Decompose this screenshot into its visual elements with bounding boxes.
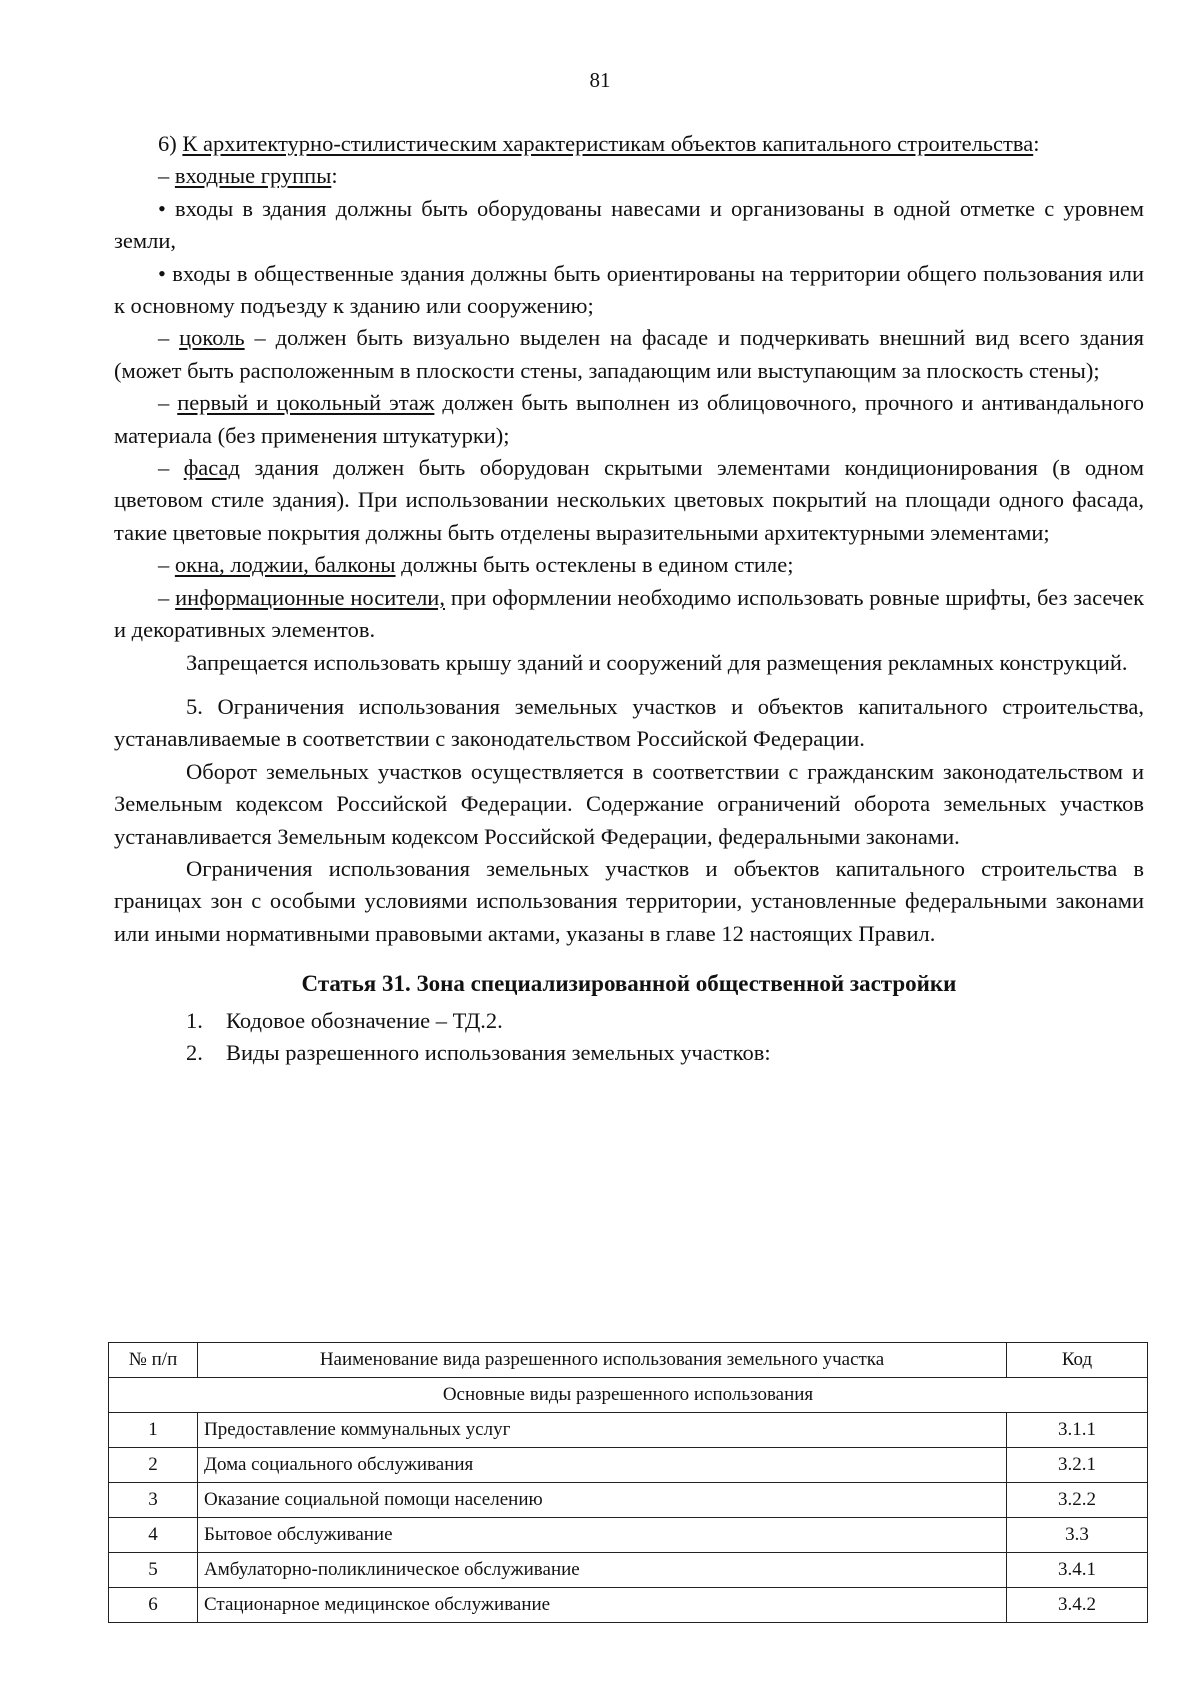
permitted-uses-table xyxy=(108,1342,1148,1623)
architectural-title: К архитектурно-стилистическим характеристикам объектов капитального строительства xyxy=(182,131,1034,156)
row-number: 3 xyxy=(109,1483,198,1518)
list-first-floor: – первый и цокольный этаж должен быть выполнен из облицовочного, прочного и антивандального материала (без применения штукатурки); xyxy=(114,390,1144,448)
header-name: Наименование вида разрешенного использования земельного участка xyxy=(198,1343,1007,1378)
row-name: Стационарное медицинское обслуживание xyxy=(198,1588,1007,1623)
table-group-row xyxy=(109,1378,1148,1413)
list-info-carriers: – информационные носители, при оформлении необходимо использовать ровные шрифты, без засечек и декоративных элементов. xyxy=(114,584,1144,643)
row-code: 3.2.2 xyxy=(1007,1483,1148,1518)
row-number: 1 xyxy=(109,1413,198,1448)
row-name: Амбулаторно-поликлиническое обслуживание xyxy=(198,1553,1007,1588)
paragraph-restrictions-heading: 5. Ограничения использования земельных участков и объектов капитального строительства, устанавливаемые в соответствии с законодательством Российской Федерации. xyxy=(114,693,1144,752)
list-entry-groups: – входные группы: xyxy=(158,163,338,189)
first-floor-title: первый и цокольный этаж xyxy=(177,390,435,416)
plinth-title: цоколь xyxy=(179,325,245,351)
row-code: 3.4.1 xyxy=(1007,1553,1148,1588)
table-row xyxy=(109,1413,1148,1448)
row-name: Дома социального обслуживания xyxy=(198,1448,1007,1483)
header-number: № п/п xyxy=(109,1343,198,1378)
list-plinth: – цоколь – должен быть визуально выделен на фасаде и подчеркивать внешний вид всего здания (может быть расположенным в плоскости стены, западающим или выступающим за плоскость стены); xyxy=(114,325,1145,383)
bullet-entrances-canopies: • входы в здания должны быть оборудованы навесами и организованы в одной отметке с уровнем земли, xyxy=(114,195,1144,254)
table-row xyxy=(109,1483,1148,1518)
row-number: 5 xyxy=(109,1553,198,1588)
article-item-code: 1. Кодовое обозначение – ТД.2. xyxy=(186,1007,503,1033)
paragraph-turnover: Оборот земельных участков осуществляется в соответствии с гражданским законодательством и Земельным кодексом Российской Федерации. Содержание ограничений оборота земельных участков устанавливается Земельным кодексом Российской Федерации, федеральными законами. xyxy=(114,758,1144,849)
row-name: Оказание социальной помощи населению xyxy=(198,1483,1007,1518)
row-code: 3.3 xyxy=(1007,1518,1148,1553)
header-code: Код xyxy=(1007,1343,1148,1378)
list-facade: – фасад здания должен быть оборудован скрытыми элементами кондиционирования (в одном цветовом стиле здания). При использовании нескольких цветовых покрытий на площади одного фасада, такие цветовые покрытия должны быть отделены выразительными архитектурными элементами; xyxy=(114,455,1145,545)
page-number: 81 xyxy=(589,68,611,92)
row-code: 3.1.1 xyxy=(1007,1413,1148,1448)
row-number: 4 xyxy=(109,1518,198,1553)
article-heading: Статья 31. Зона специализированной общественной застройки xyxy=(301,971,957,997)
article-item-uses: 2. Виды разрешенного использования земельных участков: xyxy=(186,1039,771,1065)
row-number: 6 xyxy=(109,1588,198,1623)
table-row xyxy=(109,1588,1148,1623)
row-code: 3.4.2 xyxy=(1007,1588,1148,1623)
table-row xyxy=(109,1518,1148,1553)
list-windows: – окна, лоджии, балконы должны быть остеклены в едином стиле; xyxy=(158,552,794,578)
row-code: 3.2.1 xyxy=(1007,1448,1148,1483)
bullet-entrances-public: • входы в общественные здания должны быть ориентированы на территории общего пользования или к основному подъезду к зданию или сооружению; xyxy=(114,260,1144,319)
row-name: Бытовое обслуживание xyxy=(198,1518,1007,1553)
row-name: Предоставление коммунальных услуг xyxy=(198,1413,1007,1448)
paragraph-special-zones: Ограничения использования земельных участков и объектов капитального строительства в границах зон с особыми условиями использования территории, установленные федеральными законами или иными нормативными правовыми актами, указаны в главе 12 настоящих Правил. xyxy=(114,855,1144,946)
document-body xyxy=(114,128,1144,1069)
table-header-row xyxy=(109,1343,1148,1378)
row-number: 2 xyxy=(109,1448,198,1483)
paragraph-roof-ban: Запрещается использовать крышу зданий и сооружений для размещения рекламных конструкций. xyxy=(186,649,1128,675)
table-row xyxy=(109,1553,1148,1588)
group-title: Основные виды разрешенного использования xyxy=(109,1378,1148,1413)
paragraph-architectural: 6) К архитектурно-стилистическим характеристикам объектов капитального строительства: xyxy=(158,131,1040,156)
info-carriers-title: информационные носители, xyxy=(175,584,445,610)
windows-title: окна, лоджии, балконы xyxy=(174,552,396,578)
entry-groups-title: входные группы xyxy=(174,163,332,189)
facade-title: фасад xyxy=(183,455,240,481)
table-row xyxy=(109,1448,1148,1483)
